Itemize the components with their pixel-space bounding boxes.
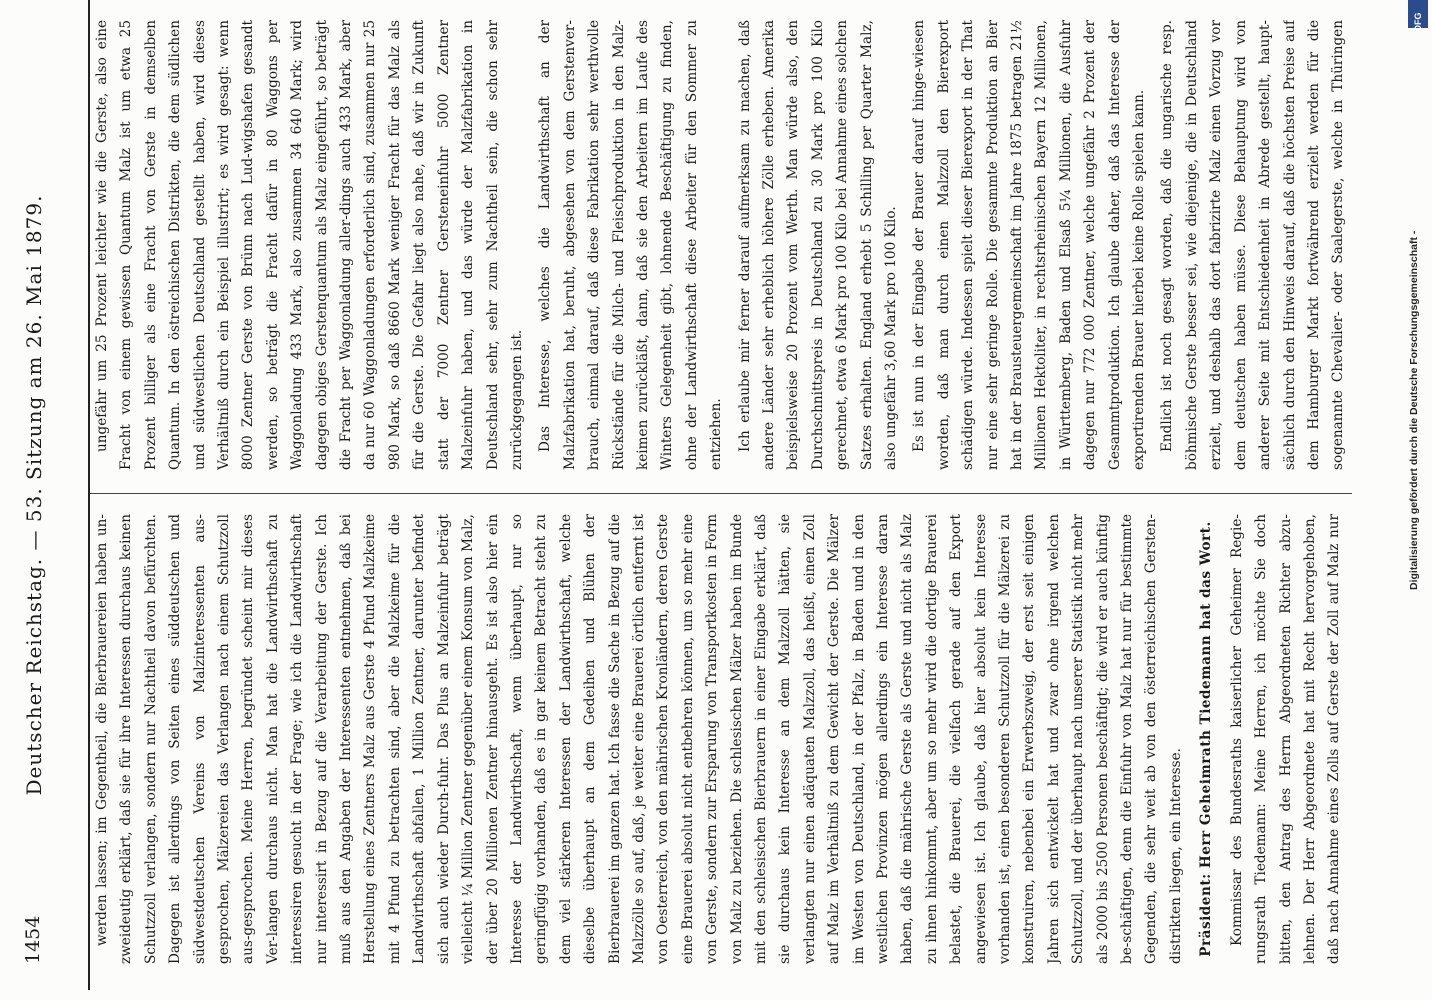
left-column bbox=[90, 514, 1352, 964]
speech-paragraph: Kommissar des Bundesraths kaiserlicher Geheimer Regie-rungsrath Tiedemann: Meine Herren, ich möchte Sie doch bitten, den Antrag des Herrn Abgeordneten Richter abzu-lehnen. Der Herr Abgeordnete hat mit Recht hervorgehoben, daß nach Annahme eines Zolls auf Gerste der Zoll auf Malz nur bbox=[1228, 514, 1343, 964]
page-header bbox=[0, 0, 90, 990]
page-title: Deutscher Reichstag. — 53. Sitzung am 26. Mai 1879. bbox=[22, 194, 46, 796]
speech-paragraph: Das Interesse, welches die Landwirthschaft an der Malzfabrikation hat, beruht, abgesehen von dem Gerstenver-brauch, einmal darauf, daß diese Fabrikation sehr werthvolle Rückstände für die Milch- und Fleischproduktion in den Malz-keimen zurückläßt, dann, daß sie den Arbeitern im Laufe des Winters Gelegenheit gibt, lohnende Beschäftigung zu finden, ohne der Landwirthschaft diese Arbeiter für den Sommer zu entziehen. bbox=[537, 20, 725, 470]
column-divider bbox=[90, 493, 1352, 494]
speech-paragraph: ungefähr um 25 Prozent leichter wie die Gerste, also eine Fracht von einem gewissen Quantum Malz ist um etwa 25 Prozent billiger als eine Fracht von Gerste in demselben Quantum. In den östreichischen Distrikten, die dem südlichen und südwestlichen Deutschland gestellt haben, wird dieses Verhältniß durch ein Beispiel illustrirt; es wird gesagt: wenn 8000 Zentner Gerste von Brünn nach Lud-wigshafen gesandt werden, so beträgt die Fracht dafür in 80 Waggons per Waggonladung 433 Mark, also zusammen 34 640 Mark; wird dagegen obiges Gerstenquantum als Malz eingeführt, so beträgt die Fracht per Waggonladung aller-dings auch 433 Mark, aber da nur 60 Waggonladungen erforderlich sind, zusammen nur 25 980 Mark, so daß 8660 Mark weniger Fracht für das Malz als für die Gerste. Die Gefahr liegt also nahe, daß wir in Zukunft statt der 7000 Zentner Gersteneinfuhr 5000 Zentner Malzeinfuhr haben, und das würde der Malzfabrikation in Deutschland sehr, sehr zum Nachtheil sein, die schon sehr zurückgegangen ist. bbox=[94, 20, 525, 470]
digitization-credit bbox=[1408, 30, 1428, 590]
president-line: Präsident: Herr Geheimrath Tiedemann hat das Wort. bbox=[1198, 521, 1215, 957]
speech-paragraph: Endlich ist noch gesagt worden, daß die ungarische resp. böhmische Gerste besser sei, wie diejenige, die in Deutschland erzielt, und deshalb das dort fabrizirte Malz einen Vorzug vor dem deutschen haben müsse. Diese Behauptung wird von anderer Seite mit Entschiedenheit in Abrede gestellt, haupt-sächlich durch den Hinweis darauf, daß die höchsten Preise auf dem Hamburger Markt fortwährend erzielt werden für die sogenannte Chevalier- oder Saalegerste, welche in Thüringen bbox=[1159, 20, 1347, 470]
speech-paragraph: Es ist nun in der Eingabe der Brauer darauf hinge-wiesen worden, daß man durch einen Malzzoll den Bierexport schädigen würde. Indessen spielt dieser Bierexport in der That nur eine sehr geringe Rolle. Die gesammte Produktion an Bier hat in der Brausteuergemeinschaft im Jahre 1875 betragen 21½ Millionen Hektoliter, in rechtsrheinischen Bayern 12 Millionen, in Württemberg, Baden und Elsaß 5¼ Millionen, die Ausfuhr dagegen nur 772 000 Zentner, welche ungefähr 2 Prozent der Gesammtproduktion. Ich glaube daher, daß das Interesse der exportirenden Brauer hierbei keine Rolle spielen kann. bbox=[911, 20, 1148, 470]
dfg-logo: DFG bbox=[1408, 0, 1428, 28]
page-number: 1454 bbox=[22, 915, 44, 964]
speech-paragraph: Ich erlaube mir ferner darauf aufmerksam zu machen, daß andere Länder sehr erheblich höhere Zölle erheben. Amerika beispielsweise 20 Prozent vom Werth. Man würde also, den Durchschnittspreis in Deutschland zu 30 Mark pro 100 Kilo gerechnet, etwa 6 Mark pro 100 Kilo bei Annahme eines solchen Satzes erhalten. England erhebt 5 Schilling per Quarter Malz, also ungefähr 3,60 Mark pro 100 Kilo. bbox=[736, 20, 899, 470]
speech-paragraph: werden lassen; im Gegentheil, die Bierbrauereien haben un-zweideutig erklärt, daß sie für ihre Interessen durchaus keinen Schutzzoll verlangen, sondern nur Nachtheil davon befürchten. Dagegen ist allerdings von Seiten eines süddeutschen und südwestdeutschen Vereins von Malzinteressenten aus-gesprochen, Mälzereien das Verlangen nach einem Schutzzoll aus-gesprochen. Meine Herren, begründet scheint mir dieses Ver-langen durchaus nicht. Man hat die Landwirthschaft zu interessiren gesucht in der Frage; wie ich die Landwirthschaft nur interessirt in Bezug auf die Verarbeitung der Gerste. Ich muß aus den Angaben der Interessenten entnehmen, daß bei Herstellung eines Zentners Malz aus Gerste 4 Pfund Malzkeime mit 4 Pfund zu betrachten sind, aber die Malzkeime für die Landwirthschaft abfallen, 1 Million Zentner, darunter befindet sich auch wieder Durch-fuhr. Das Plus an Malzeinfuhr beträgt vielleicht ¼ Million Zentner gegenüber einem Konsum von Malz, der über 20 Millionen Zentner hinausgeht. Es ist also hier ein Interesse der Landwirthschaft, wenn überhaupt, nur so geringfügig vorhanden, daß es in gar keinem Betracht steht zu dem viel stärkeren Interessen der Landwirthschaft, welche dieselbe überhaupt an dem Gedeihen und Blühen der Bierbrauerei im ganzen hat. Ich fasse die Sache in Bezug auf die Malzzölle so auf, daß, je weiter eine Brauerei örtlich entfernt ist von Oesterreich, von den mährischen Kronländern, deren Gerste eine Brauerei absolut nicht entbehren können, um so mehr eine von Gerste, sondern zur Ersparung von Transportkosten in Form von Malz zu beziehen. Die schlesischen Mälzer haben im Bunde mit den schlesischen Bierbrauern in einer Eingabe erklärt, daß sie durchaus kein Interesse an dem Malzzoll hätten, sie verlangten nur einen adäquaten Malzzoll, das heißt, einen Zoll auf Malz im Verhältniß zu dem Gewicht der Gerste. Die Mälzer im Westen von Deutschland, in der Pfalz, in Baden und in den westlichen Provinzen mögen allerdings ein Interesse daran haben, daß die mährische Gerste als Gerste und nicht als Malz zu ihnen hinkommt, aber um so mehr wird die dortige Brauerei belastet, die Brauerei, die vielfach gerade auf den Export angewiesen ist. Ich glaube, daß hier absolut kein Interesse vorhanden ist, einen besonderen Schutzzoll für die Mälzerei zu konstruiren, nebenbei ein Erwerbszweig, der erst seit einigen Jahren sich entwickelt hat und zwar ohne irgend welchen Schutzzoll, und der überhaupt nach unserer Statistik nicht mehr als 2000 bis 2500 Personen beschäftigt; die wird er auch künftig be-schäftigen, denn die Einfuhr von Malz hat nur für bestimmte Gegenden, die sehr weit ab von den österreichischen Gersten-distrikten liegen, ein Interesse. bbox=[94, 514, 1184, 964]
right-column bbox=[90, 20, 1352, 470]
credit-text: Digitalisierung gefördert durch die Deutsche Forschungsgemeinschaft - bbox=[1408, 230, 1420, 590]
